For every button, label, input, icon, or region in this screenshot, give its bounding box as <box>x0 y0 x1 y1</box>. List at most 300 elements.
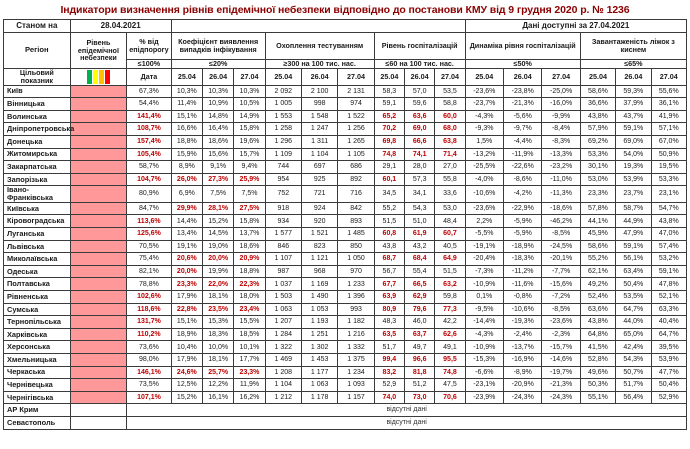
table-row <box>4 379 687 392</box>
criteria-detection-rate: ≤20% <box>171 60 265 69</box>
region-name: Хмельницька <box>4 353 71 366</box>
cell-detection-2: 15,7% <box>234 148 265 161</box>
cell-testing-1: 721 <box>302 186 338 203</box>
cell-occupancy-2: 63,3% <box>651 303 686 316</box>
cell-dynamics-2: -11,0% <box>542 173 580 186</box>
cell-testing-2: 686 <box>338 161 374 174</box>
cell-occupancy-0: 64,8% <box>580 328 615 341</box>
cell-occupancy-0: 62,1% <box>580 265 615 278</box>
epidemic-level-swatch <box>70 404 127 417</box>
cell-dynamics-0: -9,5% <box>465 303 503 316</box>
cell-hospitalization-1: 66,5 <box>405 278 435 291</box>
table-row <box>4 186 687 203</box>
cell-detection-2: 9,4% <box>234 161 265 174</box>
cell-epid-threshold: 84,7% <box>127 202 171 215</box>
cell-hospitalization-2: 53,5 <box>435 85 465 98</box>
cell-detection-1: 15,3% <box>203 316 234 329</box>
cell-occupancy-2: 52,9% <box>651 391 686 404</box>
cell-occupancy-0: 53,0% <box>580 173 615 186</box>
cell-testing-2: 1 522 <box>338 110 374 123</box>
cell-hospitalization-1: 55,4 <box>405 265 435 278</box>
cell-epid-threshold: 105,4% <box>127 148 171 161</box>
epidemic-level-swatch <box>70 379 127 392</box>
cell-dynamics-0: -4,3% <box>465 328 503 341</box>
cell-occupancy-2: 55,6% <box>651 85 686 98</box>
cell-hospitalization-0: 56,7 <box>374 265 404 278</box>
cell-testing-0: 1 553 <box>265 110 301 123</box>
cell-detection-1: 7,5% <box>203 186 234 203</box>
table-row <box>4 240 687 253</box>
cell-hospitalization-1: 66,6 <box>405 135 435 148</box>
cell-dynamics-1: -23,8% <box>504 85 542 98</box>
cell-detection-0: 15,1% <box>171 110 202 123</box>
cell-occupancy-2: 53,2% <box>651 253 686 266</box>
date-test-26: 26.04 <box>302 68 338 85</box>
as-of-date: 28.04.2021 <box>70 20 171 33</box>
cell-epid-threshold: 98,0% <box>127 353 171 366</box>
cell-testing-2: 850 <box>338 240 374 253</box>
date-dyn-26: 26.04 <box>504 68 542 85</box>
cell-detection-0: 18,9% <box>171 328 202 341</box>
cell-dynamics-2: -25,0% <box>542 85 580 98</box>
cell-testing-0: 1 207 <box>265 316 301 329</box>
cell-occupancy-0: 52,4% <box>580 291 615 304</box>
no-data-note: відсутні дані <box>127 416 687 429</box>
cell-testing-1: 1 063 <box>302 379 338 392</box>
cell-occupancy-2: 23,1% <box>651 186 686 203</box>
column-header-region: Регіон <box>4 33 71 69</box>
cell-dynamics-1: -4,2% <box>504 186 542 203</box>
cell-testing-0: 752 <box>265 186 301 203</box>
epidemic-level-swatch <box>70 123 127 136</box>
criteria-epid-threshold: ≤100% <box>127 60 171 69</box>
epidemic-level-swatch <box>70 291 127 304</box>
date-test-25: 25.04 <box>265 68 301 85</box>
cell-dynamics-2: -11,3% <box>542 186 580 203</box>
table-row <box>4 353 687 366</box>
cell-testing-2: 1 050 <box>338 253 374 266</box>
epidemic-level-swatch <box>70 215 127 228</box>
cell-hospitalization-1: 51,0 <box>405 215 435 228</box>
cell-testing-1: 1 177 <box>302 366 338 379</box>
cell-occupancy-0: 30,1% <box>580 161 615 174</box>
cell-detection-1: 27,3% <box>203 173 234 186</box>
date-detect-27: 27.04 <box>234 68 265 85</box>
cell-hospitalization-0: 65,2 <box>374 110 404 123</box>
cell-hospitalization-0: 68,7 <box>374 253 404 266</box>
cell-epid-threshold: 118,6% <box>127 303 171 316</box>
cell-hospitalization-0: 51,7 <box>374 341 404 354</box>
cell-occupancy-0: 49,2% <box>580 278 615 291</box>
cell-epid-threshold: 102,6% <box>127 291 171 304</box>
cell-detection-0: 22,8% <box>171 303 202 316</box>
cell-dynamics-2: -15,7% <box>542 341 580 354</box>
cell-occupancy-0: 50,3% <box>580 379 615 392</box>
date-test-27: 27.04 <box>338 68 374 85</box>
region-name: Київ <box>4 85 71 98</box>
cell-epid-threshold: 146,1% <box>127 366 171 379</box>
cell-testing-2: 970 <box>338 265 374 278</box>
cell-dynamics-1: -24,3% <box>504 391 542 404</box>
cell-occupancy-2: 50,4% <box>651 379 686 392</box>
cell-occupancy-0: 55,2% <box>580 253 615 266</box>
cell-hospitalization-2: 42,2 <box>435 316 465 329</box>
cell-detection-0: 14,4% <box>171 215 202 228</box>
legend-swatch-3 <box>105 70 110 84</box>
cell-epid-threshold: 54,4% <box>127 98 171 111</box>
column-header-detection-rate: Коефіцієнт виявлення випадків інфікування <box>171 33 265 60</box>
cell-hospitalization-0: 60,8 <box>374 228 404 241</box>
cell-occupancy-2: 36,1% <box>651 98 686 111</box>
cell-occupancy-0: 49,6% <box>580 366 615 379</box>
cell-hospitalization-0: 70,2 <box>374 123 404 136</box>
table-row <box>4 366 687 379</box>
cell-occupancy-1: 37,9% <box>616 98 651 111</box>
cell-hospitalization-2: 27,0 <box>435 161 465 174</box>
cell-testing-0: 1 258 <box>265 123 301 136</box>
cell-detection-1: 15,2% <box>203 215 234 228</box>
cell-dynamics-2: -8,3% <box>542 135 580 148</box>
table-row <box>4 328 687 341</box>
cell-detection-0: 17,9% <box>171 353 202 366</box>
table-row <box>4 161 687 174</box>
cell-testing-0: 1 005 <box>265 98 301 111</box>
cell-testing-0: 2 092 <box>265 85 301 98</box>
cell-hospitalization-0: 51,5 <box>374 215 404 228</box>
cell-testing-1: 998 <box>302 98 338 111</box>
cell-testing-0: 1 296 <box>265 135 301 148</box>
region-name: Черкаська <box>4 366 71 379</box>
cell-dynamics-1: -21,3% <box>504 98 542 111</box>
cell-occupancy-1: 19,3% <box>616 161 651 174</box>
cell-dynamics-1: -8,6% <box>504 173 542 186</box>
cell-dynamics-2: -8,5% <box>542 228 580 241</box>
cell-hospitalization-1: 49,7 <box>405 341 435 354</box>
column-header-testing-coverage: Охоплення тестуванням <box>265 33 374 60</box>
cell-occupancy-0: 41,5% <box>580 341 615 354</box>
cell-occupancy-2: 47,0% <box>651 228 686 241</box>
region-name: Харківська <box>4 328 71 341</box>
cell-detection-0: 23,3% <box>171 278 202 291</box>
cell-hospitalization-1: 51,2 <box>405 379 435 392</box>
region-name: Дніпропетровська <box>4 123 71 136</box>
cell-hospitalization-1: 61,9 <box>405 228 435 241</box>
cell-dynamics-0: -10,9% <box>465 341 503 354</box>
cell-hospitalization-0: 55,2 <box>374 202 404 215</box>
cell-detection-2: 23,4% <box>234 303 265 316</box>
cell-detection-2: 15,5% <box>234 316 265 329</box>
cell-detection-2: 25,9% <box>234 173 265 186</box>
cell-hospitalization-0: 60,1 <box>374 173 404 186</box>
cell-occupancy-1: 56,1% <box>616 253 651 266</box>
cell-testing-0: 1 037 <box>265 278 301 291</box>
cell-occupancy-2: 67,0% <box>651 135 686 148</box>
table-row-no-data <box>4 404 687 417</box>
cell-testing-1: 1 193 <box>302 316 338 329</box>
cell-dynamics-0: -9,3% <box>465 123 503 136</box>
cell-occupancy-0: 43,8% <box>580 316 615 329</box>
cell-dynamics-2: -14,6% <box>542 353 580 366</box>
cell-detection-2: 22,3% <box>234 278 265 291</box>
cell-testing-0: 954 <box>265 173 301 186</box>
region-name: Львівська <box>4 240 71 253</box>
cell-occupancy-1: 47,9% <box>616 228 651 241</box>
cell-occupancy-2: 64,7% <box>651 328 686 341</box>
region-name: Полтавська <box>4 278 71 291</box>
cell-hospitalization-0: 58,3 <box>374 85 404 98</box>
cell-hospitalization-2: 40,5 <box>435 240 465 253</box>
column-header-oxygen-bed-occupancy: Завантаженість ліжок з киснем <box>580 33 686 60</box>
cell-epid-threshold: 82,1% <box>127 265 171 278</box>
cell-hospitalization-1: 74,1 <box>405 148 435 161</box>
cell-hospitalization-1: 96,6 <box>405 353 435 366</box>
region-name: Чернівецька <box>4 379 71 392</box>
cell-hospitalization-0: 63,5 <box>374 328 404 341</box>
spacer-cell <box>171 20 465 33</box>
cell-detection-2: 11,9% <box>234 379 265 392</box>
epidemic-level-swatch <box>70 253 127 266</box>
cell-testing-1: 1 251 <box>302 328 338 341</box>
cell-epid-threshold: 113,6% <box>127 215 171 228</box>
cell-hospitalization-1: 79,6 <box>405 303 435 316</box>
table-row <box>4 135 687 148</box>
cell-detection-1: 10,3% <box>203 85 234 98</box>
cell-hospitalization-2: 64,9 <box>435 253 465 266</box>
table-row <box>4 173 687 186</box>
region-name: Житомирська <box>4 148 71 161</box>
region-name: Миколаївська <box>4 253 71 266</box>
cell-detection-2: 19,6% <box>234 135 265 148</box>
date-dyn-25: 25.04 <box>465 68 503 85</box>
cell-testing-2: 1 233 <box>338 278 374 291</box>
region-name: Закарпатська <box>4 161 71 174</box>
cell-detection-2: 16,2% <box>234 391 265 404</box>
cell-testing-1: 2 100 <box>302 85 338 98</box>
cell-hospitalization-1: 63,6 <box>405 110 435 123</box>
cell-epid-threshold: 80,9% <box>127 186 171 203</box>
cell-occupancy-1: 53,9% <box>616 173 651 186</box>
cell-hospitalization-0: 34,5 <box>374 186 404 203</box>
cell-hospitalization-2: 70,6 <box>435 391 465 404</box>
cell-hospitalization-2: 74,8 <box>435 366 465 379</box>
cell-detection-1: 18,6% <box>203 135 234 148</box>
cell-hospitalization-2: 53,0 <box>435 202 465 215</box>
cell-testing-2: 1 332 <box>338 341 374 354</box>
cell-occupancy-1: 63,4% <box>616 265 651 278</box>
region-name: Одеська <box>4 265 71 278</box>
region-name: Севастополь <box>4 416 71 429</box>
cell-testing-1: 920 <box>302 215 338 228</box>
criteria-testing-coverage: ≥300 на 100 тис. нас. <box>265 60 374 69</box>
cell-testing-1: 1 311 <box>302 135 338 148</box>
cell-hospitalization-0: 48,3 <box>374 316 404 329</box>
indicators-table <box>3 19 687 430</box>
region-name: Київська <box>4 202 71 215</box>
cell-hospitalization-1: 43,2 <box>405 240 435 253</box>
cell-dynamics-0: -23,6% <box>465 85 503 98</box>
cell-testing-0: 987 <box>265 265 301 278</box>
cell-dynamics-0: -5,5% <box>465 228 503 241</box>
cell-dynamics-1: -5,9% <box>504 228 542 241</box>
cell-dynamics-2: -20,1% <box>542 253 580 266</box>
table-row <box>4 253 687 266</box>
cell-testing-2: 1 093 <box>338 379 374 392</box>
cell-dynamics-2: -23,6% <box>542 316 580 329</box>
date-occ-26: 26.04 <box>616 68 651 85</box>
cell-detection-2: 14,9% <box>234 110 265 123</box>
cell-detection-1: 20,0% <box>203 253 234 266</box>
date-detect-26: 26.04 <box>203 68 234 85</box>
cell-dynamics-0: -10,6% <box>465 186 503 203</box>
cell-epid-threshold: 73,5% <box>127 379 171 392</box>
cell-hospitalization-0: 74,0 <box>374 391 404 404</box>
page-title: Індикатори визначення рівнів епідемічної небезпеки відповідно до постанови КМУ від 9 грудня 2020 р. № 1236 <box>60 4 630 16</box>
table-row <box>4 341 687 354</box>
cell-dynamics-0: -25,5% <box>465 161 503 174</box>
cell-occupancy-1: 23,7% <box>616 186 651 203</box>
cell-dynamics-1: -18,9% <box>504 240 542 253</box>
cell-hospitalization-0: 43,8 <box>374 240 404 253</box>
cell-hospitalization-2: 63,2 <box>435 278 465 291</box>
region-name: Херсонська <box>4 341 71 354</box>
cell-dynamics-1: -19,3% <box>504 316 542 329</box>
cell-occupancy-0: 53,3% <box>580 148 615 161</box>
cell-occupancy-1: 42,4% <box>616 341 651 354</box>
cell-detection-0: 6,9% <box>171 186 202 203</box>
cell-epid-threshold: 78,8% <box>127 278 171 291</box>
cell-hospitalization-2: 71,4 <box>435 148 465 161</box>
cell-occupancy-0: 52,8% <box>580 353 615 366</box>
cell-testing-1: 1 104 <box>302 148 338 161</box>
cell-hospitalization-2: 49,1 <box>435 341 465 354</box>
cell-detection-1: 18,1% <box>203 353 234 366</box>
epidemic-level-swatch <box>70 366 127 379</box>
region-name: Кіровоградська <box>4 215 71 228</box>
cell-hospitalization-1: 73,0 <box>405 391 435 404</box>
cell-occupancy-2: 52,1% <box>651 291 686 304</box>
cell-testing-2: 1 105 <box>338 148 374 161</box>
cell-hospitalization-1: 69,0 <box>405 123 435 136</box>
cell-testing-1: 1 247 <box>302 123 338 136</box>
cell-detection-2: 18,6% <box>234 240 265 253</box>
cell-hospitalization-1: 57,0 <box>405 85 435 98</box>
cell-testing-0: 1 322 <box>265 341 301 354</box>
cell-testing-0: 846 <box>265 240 301 253</box>
cell-dynamics-2: -7,2% <box>542 291 580 304</box>
cell-testing-1: 1 178 <box>302 391 338 404</box>
cell-testing-2: 1 265 <box>338 135 374 148</box>
cell-testing-2: 1 182 <box>338 316 374 329</box>
epidemic-level-swatch <box>70 328 127 341</box>
cell-dynamics-0: 1,5% <box>465 135 503 148</box>
cell-detection-0: 10,3% <box>171 85 202 98</box>
cell-dynamics-1: -10,6% <box>504 303 542 316</box>
cell-testing-0: 1 469 <box>265 353 301 366</box>
cell-detection-0: 20,6% <box>171 253 202 266</box>
cell-detection-1: 14,8% <box>203 110 234 123</box>
cell-detection-2: 27,5% <box>234 202 265 215</box>
cell-dynamics-0: 2,2% <box>465 215 503 228</box>
cell-detection-2: 18,0% <box>234 291 265 304</box>
cell-hospitalization-1: 59,6 <box>405 98 435 111</box>
cell-hospitalization-2: 55,8 <box>435 173 465 186</box>
cell-occupancy-2: 40,4% <box>651 316 686 329</box>
cell-detection-0: 17,9% <box>171 291 202 304</box>
cell-testing-1: 1 490 <box>302 291 338 304</box>
cell-hospitalization-0: 52,9 <box>374 379 404 392</box>
cell-dynamics-0: 0,1% <box>465 291 503 304</box>
table-row <box>4 202 687 215</box>
cell-occupancy-2: 50,9% <box>651 148 686 161</box>
cell-testing-0: 1 063 <box>265 303 301 316</box>
cell-testing-2: 1 216 <box>338 328 374 341</box>
cell-hospitalization-1: 62,9 <box>405 291 435 304</box>
cell-occupancy-0: 45,9% <box>580 228 615 241</box>
cell-testing-1: 697 <box>302 161 338 174</box>
cell-testing-2: 716 <box>338 186 374 203</box>
column-header-hospitalization-dynamics: Динаміка рівня госпіталізацій <box>465 33 580 60</box>
cell-testing-0: 744 <box>265 161 301 174</box>
cell-hospitalization-2: 60,0 <box>435 110 465 123</box>
cell-detection-1: 10,9% <box>203 98 234 111</box>
cell-dynamics-0: -7,3% <box>465 265 503 278</box>
cell-detection-1: 19,0% <box>203 240 234 253</box>
cell-dynamics-1: -5,9% <box>504 215 542 228</box>
date-occ-25: 25.04 <box>580 68 615 85</box>
epidemic-level-swatch <box>70 202 127 215</box>
cell-hospitalization-0: 29,1 <box>374 161 404 174</box>
cell-detection-2: 15,8% <box>234 123 265 136</box>
cell-hospitalization-1: 54,3 <box>405 202 435 215</box>
cell-epid-threshold: 75,4% <box>127 253 171 266</box>
date-occ-27: 27.04 <box>651 68 686 85</box>
cell-dynamics-1: -11,6% <box>504 278 542 291</box>
cell-occupancy-2: 57,4% <box>651 240 686 253</box>
cell-detection-2: 15,8% <box>234 215 265 228</box>
column-header-hospitalization-level: Рівень госпіталізацій <box>374 33 465 60</box>
cell-detection-2: 10,1% <box>234 341 265 354</box>
cell-dynamics-2: -18,6% <box>542 202 580 215</box>
cell-hospitalization-1: 28,0 <box>405 161 435 174</box>
cell-detection-1: 23,5% <box>203 303 234 316</box>
legend-swatch-0 <box>87 70 92 84</box>
cell-hospitalization-0: 67,7 <box>374 278 404 291</box>
cell-detection-1: 16,1% <box>203 391 234 404</box>
column-header-epid-threshold: % від епідпорогу <box>127 33 171 60</box>
region-name: Вінницька <box>4 98 71 111</box>
cell-dynamics-1: -13,7% <box>504 341 542 354</box>
cell-detection-0: 26,0% <box>171 173 202 186</box>
cell-dynamics-1: -9,7% <box>504 123 542 136</box>
cell-hospitalization-2: 60,7 <box>435 228 465 241</box>
cell-dynamics-2: -2,3% <box>542 328 580 341</box>
cell-occupancy-1: 59,1% <box>616 240 651 253</box>
cell-occupancy-1: 51,7% <box>616 379 651 392</box>
cell-dynamics-0: -23,6% <box>465 202 503 215</box>
cell-detection-0: 24,6% <box>171 366 202 379</box>
cell-hospitalization-2: 63,8 <box>435 135 465 148</box>
region-name: Івано-Франківська <box>4 186 71 203</box>
cell-dynamics-0: -15,3% <box>465 353 503 366</box>
epidemic-level-swatch <box>70 228 127 241</box>
epidemic-level-swatch <box>70 316 127 329</box>
cell-epid-threshold: 141,4% <box>127 110 171 123</box>
cell-detection-1: 25,7% <box>203 366 234 379</box>
cell-testing-1: 968 <box>302 265 338 278</box>
cell-testing-1: 823 <box>302 240 338 253</box>
table-row <box>4 228 687 241</box>
cell-detection-0: 11,4% <box>171 98 202 111</box>
